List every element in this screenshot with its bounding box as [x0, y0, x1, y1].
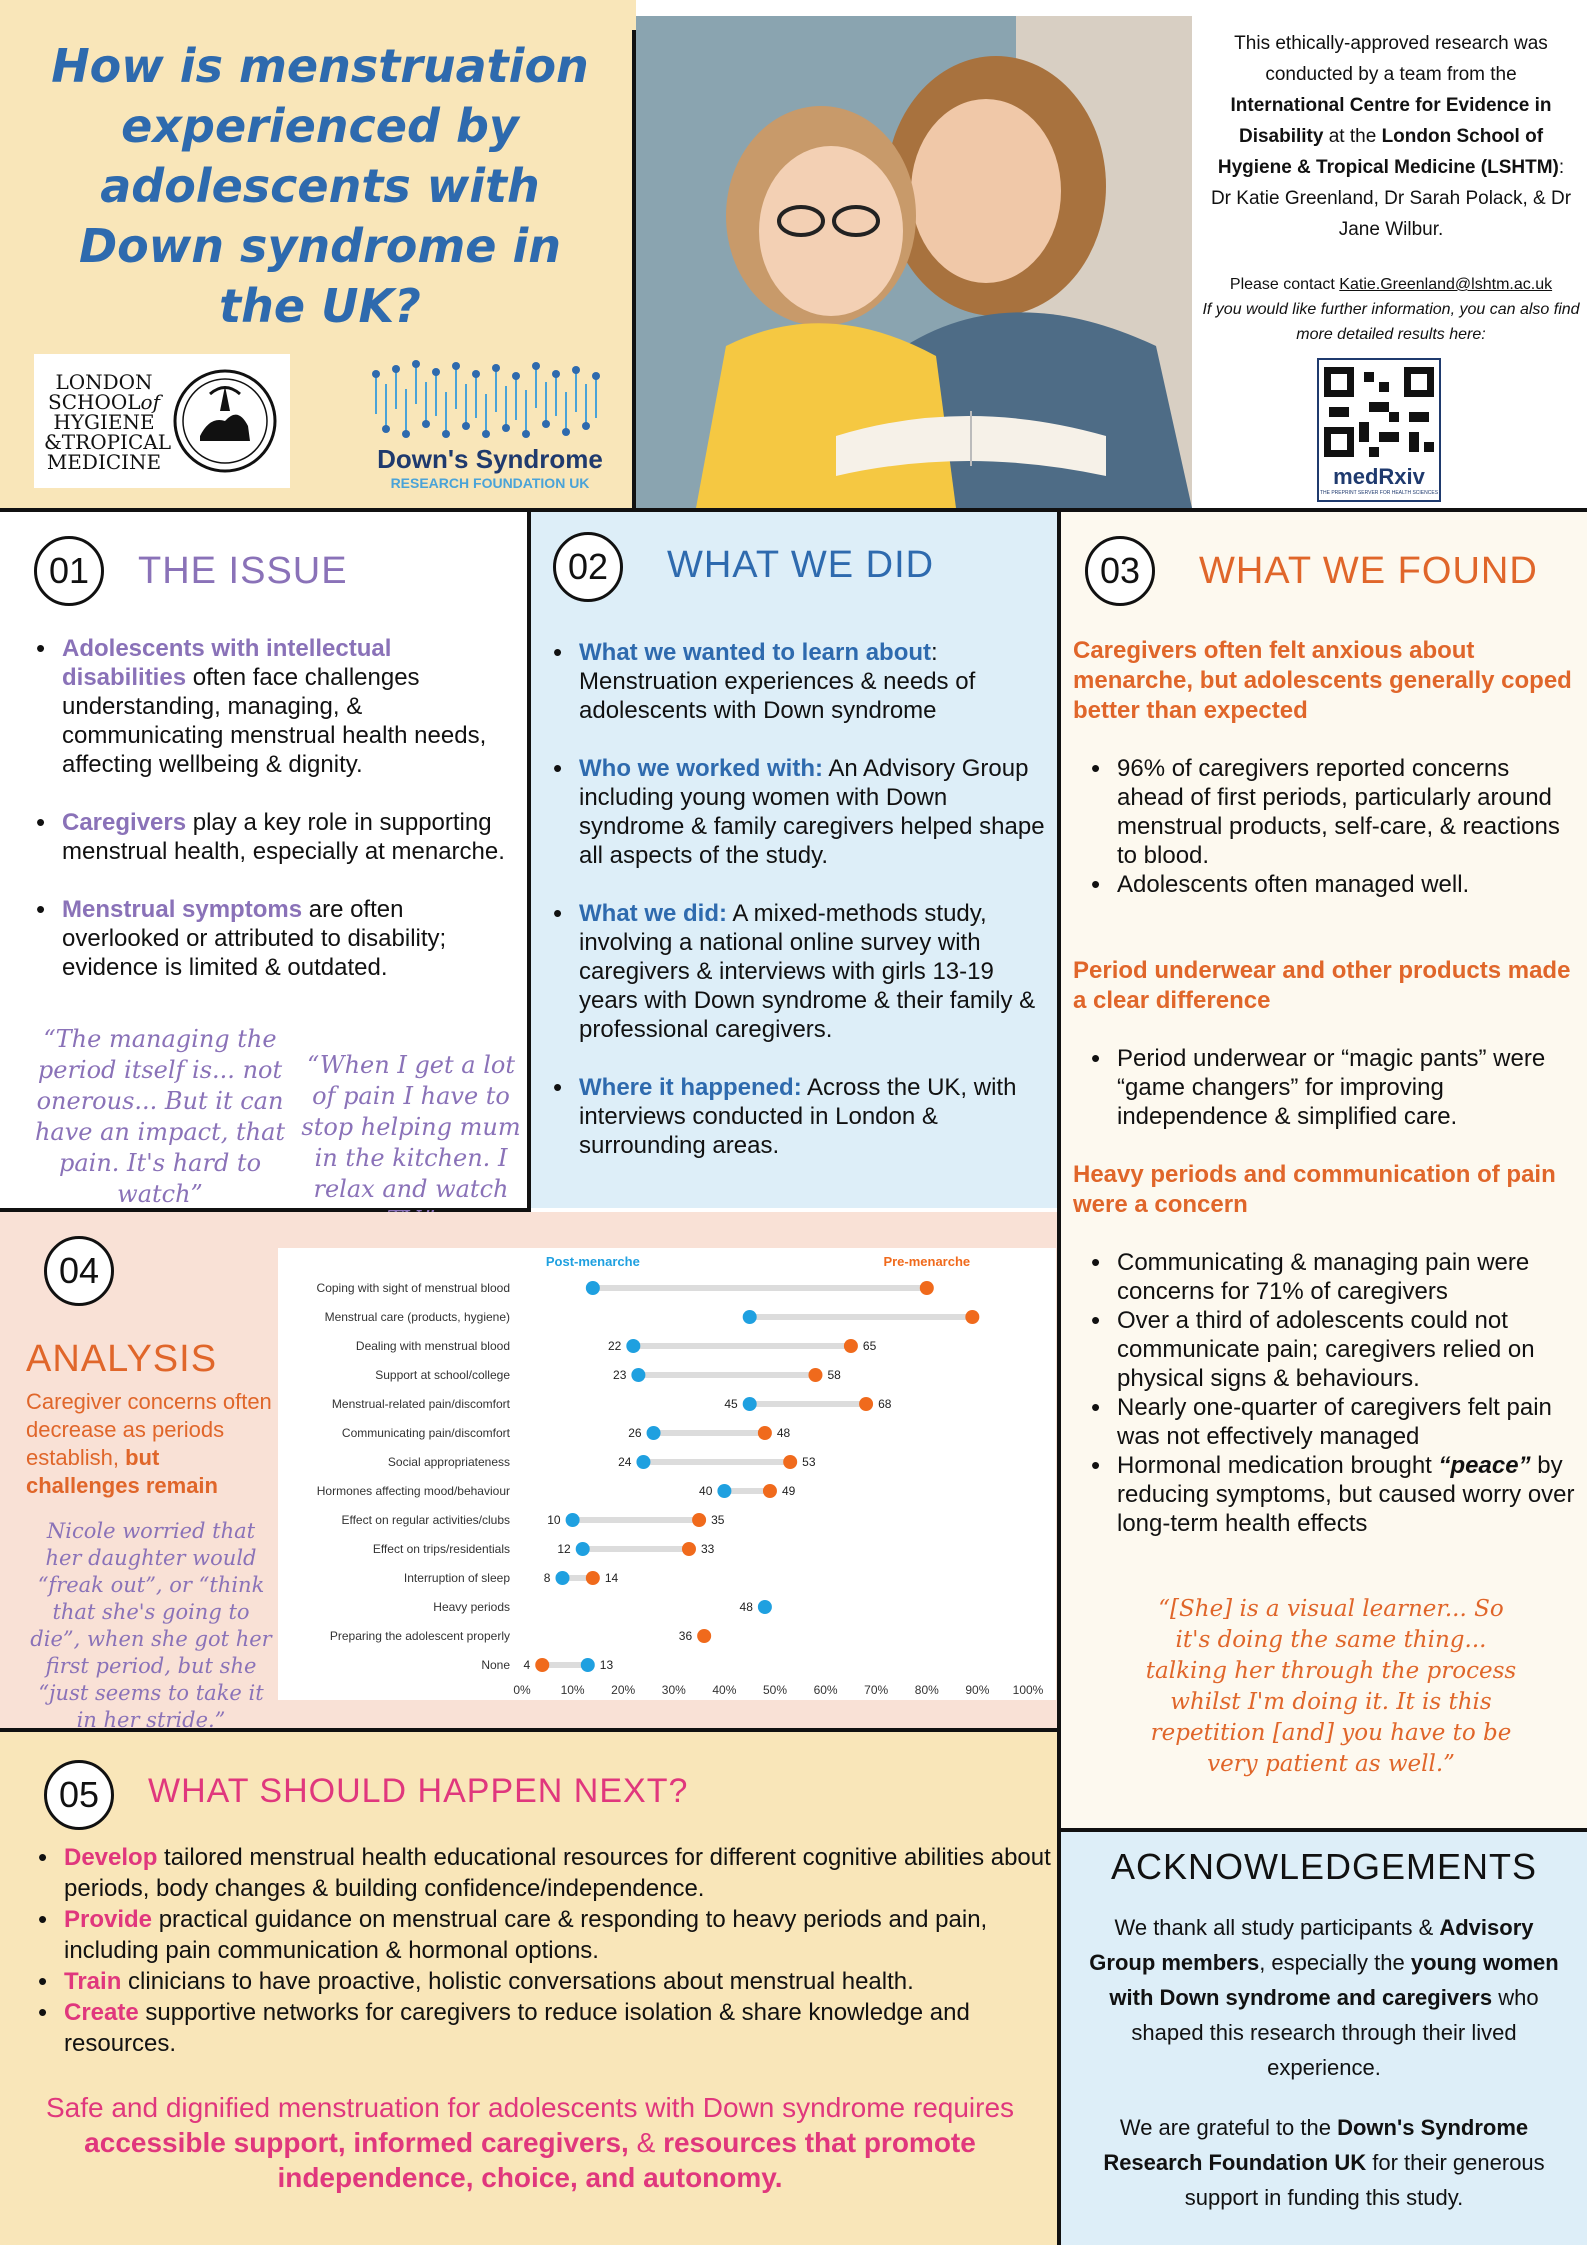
point-post — [631, 1368, 645, 1382]
point-pre — [763, 1484, 777, 1498]
lshtm-logo-line: of — [140, 390, 160, 414]
category-label: Communicating pain/discomfort — [341, 1426, 510, 1440]
closing-statement: Safe and dignified menstruation for adolescents with Down syndrome requires accessible support, informed caregivers, & resources that promote independence, choice, and autonomy. — [45, 2092, 1015, 2193]
section-heading: ANALYSIS — [26, 1338, 218, 1380]
x-tick-label: 50% — [762, 1683, 788, 1697]
data-label-post: 48 — [739, 1600, 753, 1614]
data-label-post: 10 — [547, 1513, 561, 1527]
data-label-pre: 4 — [523, 1658, 531, 1672]
lshtm-crest-icon — [170, 366, 280, 476]
qr-sub: THE PREPRINT SERVER FOR HEALTH SCIENCES — [1319, 490, 1439, 496]
found-subheading: Heavy periods and communication of pain were a concern — [1073, 1161, 1556, 1218]
list-item: • Adolescents often managed well. — [1087, 870, 1577, 899]
category-label: Social appropriateness — [387, 1455, 510, 1469]
point-pre — [758, 1426, 772, 1440]
list-item: • Nearly one-quarter of caregivers felt pain was not effectively managed — [1087, 1393, 1577, 1451]
title-panel — [0, 0, 636, 508]
point-pre — [965, 1310, 979, 1324]
point-post — [581, 1658, 595, 1672]
list-item: • Where it happened: Across the UK, with interviews conducted in London & surrounding areas. — [549, 1073, 1049, 1160]
issue-list — [32, 634, 512, 982]
data-label-post: 23 — [613, 1368, 627, 1382]
info-org-1: International Centre for Evidence in Disability — [1230, 95, 1552, 147]
list-item: • Develop tailored menstrual health educational resources for different cognitive abilities about periods, body changes & building confidence/independence. — [34, 1842, 1054, 1904]
analysis-text: Caregiver concerns often decrease as periods establish, but challenges remain — [26, 1389, 272, 1498]
point-post — [626, 1339, 640, 1353]
dsrf-name: Down's Syndrome — [377, 444, 603, 474]
lshtm-logo — [34, 354, 290, 488]
point-post — [717, 1484, 731, 1498]
data-label-pre: 53 — [802, 1455, 816, 1469]
section-issue — [0, 512, 527, 1208]
point-pre — [844, 1339, 858, 1353]
lshtm-logo-line: HYGIENE — [53, 410, 155, 434]
x-tick-label: 100% — [1012, 1683, 1044, 1697]
data-label-post: 12 — [557, 1542, 571, 1556]
list-item: • Train clinicians to have proactive, holistic conversations about menstrual health. — [34, 1966, 1054, 1997]
section-number: 04 — [44, 1236, 114, 1306]
point-pre — [920, 1281, 934, 1295]
info-intro: This ethically-approved research was conducted by a team from the — [1234, 33, 1548, 85]
x-tick-label: 70% — [864, 1683, 889, 1697]
category-label: Heavy periods — [433, 1600, 510, 1614]
section-heading: WHAT WE DID — [667, 544, 935, 586]
category-label: Preparing the adolescent properly — [329, 1629, 510, 1643]
data-label-post: 26 — [628, 1426, 642, 1440]
concerns-dumbbell-chart — [278, 1248, 1056, 1700]
mother-daughter-reading-photo — [636, 16, 1192, 508]
ack-paragraph-1: We thank all study participants & Advisory Group members, especially the young women with Down syndrome and caregivers who shaped this research through their lived experience. — [1089, 1915, 1559, 2080]
category-label: None — [481, 1658, 510, 1672]
category-label: Coping with sight of menstrual blood — [316, 1281, 510, 1295]
data-label-pre: 58 — [827, 1368, 841, 1382]
list-item: • What we wanted to learn about: Menstruation experiences & needs of adolescents with Down syndrome — [549, 638, 1049, 725]
x-tick-label: 90% — [965, 1683, 990, 1697]
lshtm-logo-line: LONDON — [55, 370, 153, 394]
list-item: • Menstrual symptoms are often overlooked or attributed to disability; evidence is limited & outdated. — [32, 895, 512, 982]
category-label: Dealing with menstrual blood — [355, 1339, 510, 1353]
section-did — [531, 512, 1057, 1208]
info-at: at the — [1328, 126, 1377, 147]
category-label: Effect on regular activities/clubs — [341, 1513, 510, 1527]
found-subheading: Period underwear and other products made a clear difference — [1073, 957, 1571, 1014]
point-post — [586, 1281, 600, 1295]
x-tick-label: 10% — [560, 1683, 585, 1697]
poster-title: How is menstruation experienced by adolescents with Down syndrome in the UK? — [51, 39, 589, 333]
x-tick-label: 80% — [914, 1683, 939, 1697]
point-pre — [682, 1542, 696, 1556]
x-tick-label: 40% — [712, 1683, 737, 1697]
list-item: • Communicating & managing pain were concerns for 71% of caregivers — [1087, 1248, 1577, 1306]
issue-quote-1: “The managing the period itself is... not onerous... But it can have an impact, that pain. It's hard to watch” — [34, 1025, 286, 1208]
section-number: 01 — [34, 536, 104, 606]
section-heading: WHAT WE FOUND — [1199, 550, 1538, 592]
lshtm-logo-line: &TROPICAL — [44, 430, 171, 454]
section-heading: THE ISSUE — [138, 550, 348, 592]
did-list — [549, 638, 1049, 1160]
point-post — [566, 1513, 580, 1527]
data-label-pre: 36 — [678, 1629, 693, 1643]
medrxiv-qr-code[interactable] — [1317, 358, 1441, 502]
point-pre — [535, 1658, 549, 1672]
point-pre — [783, 1455, 797, 1469]
point-post — [743, 1397, 757, 1411]
lshtm-logo-line: SCHOOL — [48, 390, 141, 414]
contact-suffix: If you would like further information, you can also find more detailed results here: — [1202, 301, 1580, 343]
list-item: • Who we worked with: An Advisory Group including young women with Down syndrome & family caregivers helped shape all aspects of the study. — [549, 754, 1049, 870]
analysis-quote: Nicole worried that her daughter would “freak out”, or “think that she's going to die”, when she got her first period, but she “just seems to take it in her stride.” — [30, 1519, 272, 1732]
chart-svg — [278, 1248, 1056, 1700]
list-item: • Provide practical guidance on menstrual care & responding to heavy periods and pain, including pain communication & hormonal options. — [34, 1904, 1054, 1966]
category-label: Interruption of sleep — [403, 1571, 510, 1585]
list-item: • What we did: A mixed-methods study, involving a national online survey with caregivers & interviews with girls 13-19 years with Down syndrome & their family & professional caregivers. — [549, 899, 1049, 1044]
point-post — [576, 1542, 590, 1556]
data-label-post: 8 — [543, 1571, 551, 1585]
list-item: • Period underwear or “magic pants” were “game changers” for improving independence & simplified care. — [1087, 1044, 1577, 1131]
dsrf-logo — [362, 354, 618, 494]
found-list-2 — [1087, 1044, 1577, 1131]
list-item: • Over a third of adolescents could not communicate pain; caregivers relied on physical signs & behaviours. — [1087, 1306, 1577, 1393]
info-authors: : Dr Katie Greenland, Dr Sarah Polack, & Dr Jane Wilbur. — [1210, 157, 1572, 240]
x-tick-label: 0% — [513, 1683, 531, 1697]
data-label-post: 13 — [599, 1658, 614, 1672]
point-pre — [692, 1513, 706, 1527]
data-label-pre: 14 — [604, 1571, 619, 1585]
category-label: Support at school/college — [375, 1368, 510, 1382]
lshtm-logo-line: MEDICINE — [46, 450, 162, 474]
point-post — [647, 1426, 661, 1440]
section-number: 03 — [1085, 536, 1155, 606]
data-label-post: 22 — [607, 1339, 622, 1353]
next-list — [34, 1842, 1054, 2059]
data-label-post: 45 — [724, 1397, 738, 1411]
list-item: • Adolescents with intellectual disabilities often face challenges understanding, managing, & communicating menstrual health needs, affecting wellbeing & dignity. — [32, 634, 512, 779]
section-heading: ACKNOWLEDGEMENTS — [1110, 1846, 1538, 1887]
data-label-post: 40 — [699, 1484, 713, 1498]
data-label-pre: 35 — [711, 1513, 725, 1527]
x-tick-label: 30% — [661, 1683, 686, 1697]
legend-post: Post-menarche — [545, 1254, 640, 1269]
contact-email-link[interactable]: Katie.Greenland@lshtm.ac.uk — [1339, 276, 1553, 293]
legend-pre: Pre-menarche — [883, 1254, 971, 1269]
divider — [632, 30, 636, 508]
x-tick-label: 60% — [813, 1683, 838, 1697]
section-number: 02 — [553, 532, 623, 602]
found-list-3 — [1087, 1248, 1577, 1538]
dna-helix-icon — [362, 354, 618, 440]
category-label: Effect on trips/residentials — [372, 1542, 510, 1556]
point-pre — [859, 1397, 873, 1411]
data-label-pre: 33 — [700, 1542, 715, 1556]
category-label: Hormones affecting mood/behaviour — [316, 1484, 510, 1498]
category-label: Menstrual-related pain/discomfort — [331, 1397, 510, 1411]
contact-prefix: Please contact — [1229, 276, 1335, 293]
point-pre — [697, 1629, 711, 1643]
qr-label: medRxiv — [1333, 464, 1425, 489]
section-found — [1061, 512, 1587, 1828]
point-post — [636, 1455, 650, 1469]
data-label-pre: 65 — [862, 1339, 877, 1353]
data-label-pre: 68 — [878, 1397, 892, 1411]
photo-illustration — [636, 16, 1192, 508]
section-acknowledgements — [1061, 1832, 1587, 2245]
point-post — [758, 1600, 772, 1614]
found-subheading: Caregivers often felt anxious about menarche, but adolescents generally coped better than expected — [1073, 637, 1572, 724]
data-label-pre: 49 — [781, 1484, 796, 1498]
issue-quote-2: “When I get a lot of pain I have to stop helping mum in the kitchen. I relax and watch — [301, 1051, 521, 1203]
found-quote: “[She] is a visual learner... So it's doing the same thing... talking her through the process whilst I'm doing it. It is this repetition [and] you have to be very patient as well.” — [1145, 1596, 1517, 1777]
section-number: 05 — [44, 1760, 114, 1830]
x-tick-label: 20% — [611, 1683, 636, 1697]
section-heading: WHAT SHOULD HAPPEN NEXT? — [148, 1772, 689, 1810]
ack-paragraph-2: We are grateful to the Down's Syndrome Research Foundation UK for their generous support in funding this study. — [1103, 2115, 1545, 2210]
list-item: • Caregivers play a key role in supporting menstrual health, especially at menarche. — [32, 808, 512, 866]
list-item: • Create supportive networks for caregivers to reduce isolation & share knowledge and resources. — [34, 1997, 1054, 2059]
point-pre — [586, 1571, 600, 1585]
point-post — [555, 1571, 569, 1585]
category-label: Menstrual care (products, hygiene) — [324, 1310, 510, 1324]
qr-code-icon — [1319, 362, 1439, 462]
point-post — [743, 1310, 757, 1324]
point-pre — [808, 1368, 822, 1382]
found-list-1 — [1087, 754, 1577, 899]
data-label-pre: 48 — [776, 1426, 791, 1440]
list-item: • 96% of caregivers reported concerns ahead of first periods, particularly around menstrual products, self-care, & reactions to blood. — [1087, 754, 1577, 870]
list-item: • Hormonal medication brought “peace” by reducing symptoms, but caused worry over long-term health effects — [1087, 1451, 1577, 1538]
dsrf-sub: RESEARCH FOUNDATION UK — [390, 475, 590, 491]
data-label-post: 24 — [618, 1455, 632, 1469]
info-org-2: London School of Hygiene & Tropical Medicine (LSHTM) — [1217, 126, 1559, 178]
